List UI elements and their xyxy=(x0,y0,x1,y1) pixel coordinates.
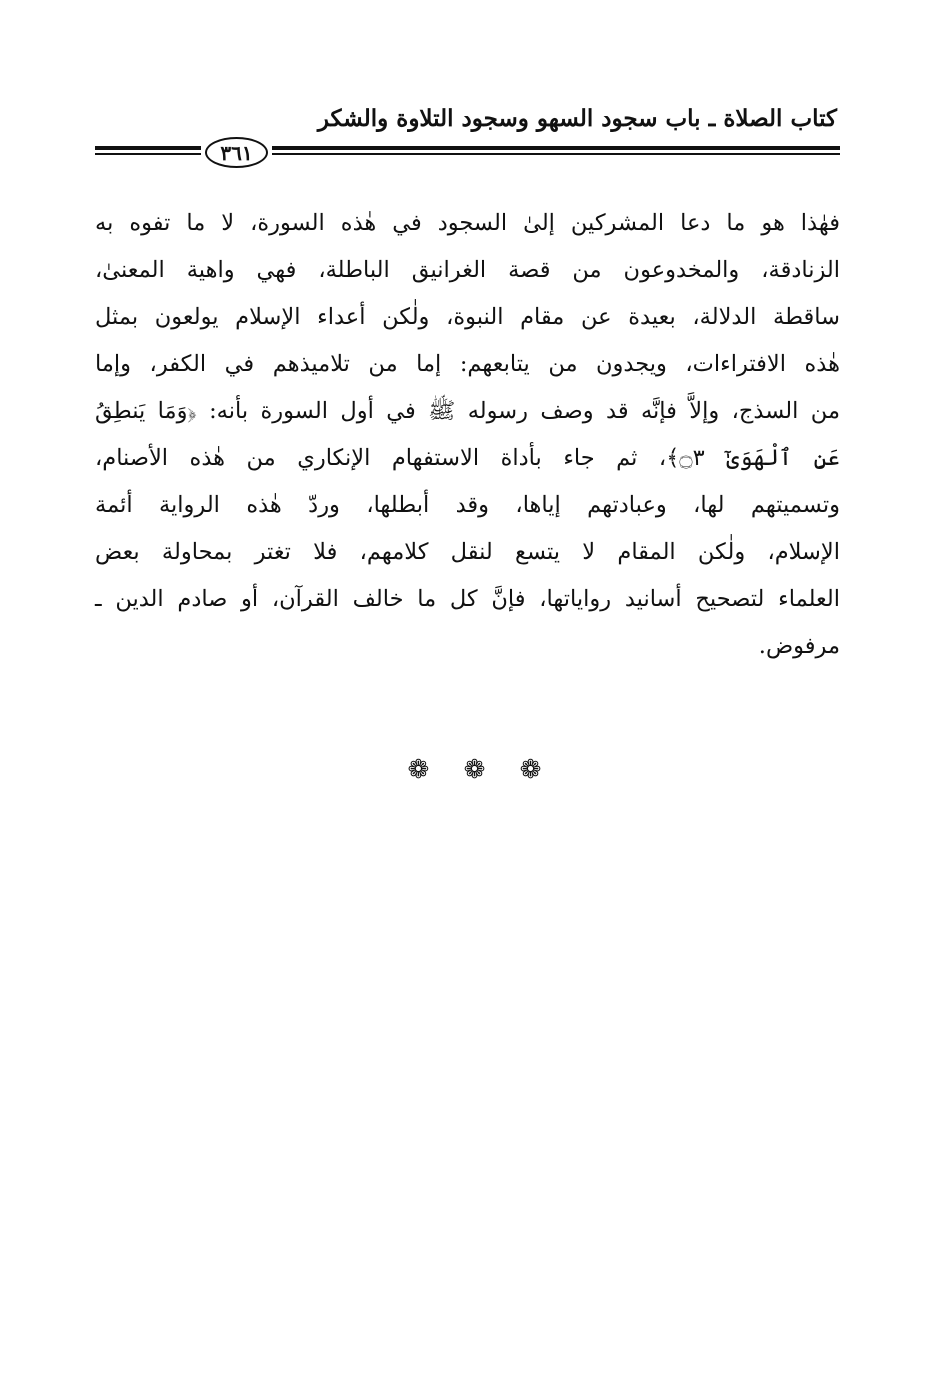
header-rule-left-bottom xyxy=(95,153,201,155)
text-line: عَنِ ٱلْهَوَىٰٓ ۝٣﴾، ثم جاء بأداة الاستفهام الإنكاري من هٰذه الأصنام، xyxy=(95,445,840,471)
text-line: هٰذه الافتراءات، ويجدون من يتابعهم: إما من تلاميذهم في الكفر، وإما xyxy=(95,351,840,377)
header-rule-left-top xyxy=(95,146,201,150)
text-line: الزنادقة، والمخدوعون من قصة الغرانيق الباطلة، فهي واهية المعنىٰ، xyxy=(95,257,840,283)
text-line: الإسلام، ولٰكن المقام لا يتسع لنقل كلامهم، فلا تغتر بمحاولة بعض xyxy=(95,539,840,565)
section-separator xyxy=(0,750,949,790)
text-line: من السذج، وإلاَّ فإنَّه قد وصف رسوله ﷺ في أول السورة بأنه: ﴿وَمَا يَنطِقُ xyxy=(95,398,840,424)
page-number-frame xyxy=(205,137,268,168)
page-number: ٣٦١ xyxy=(220,140,253,165)
text-line: وتسميتهم لها، وعبادتهم إياها، وقد أبطلها، وردّ هٰذه الرواية أئمة xyxy=(95,492,840,518)
asterism-flower-icon: ❁ xyxy=(519,755,542,785)
asterism-flower-icon: ❁ xyxy=(463,755,486,785)
body-paragraph xyxy=(95,200,840,670)
asterism-flower-icon: ❁ xyxy=(407,755,430,785)
text-line: ساقطة الدلالة، بعيدة عن مقام النبوة، ولٰكن أعداء الإسلام يولعون بمثل xyxy=(95,304,840,330)
text-line: فهٰذا هو ما دعا المشركين إلىٰ السجود في هٰذه السورة، لا ما تفوه به xyxy=(95,210,840,236)
running-header-title: كتاب الصلاة ـ باب سجود السهو وسجود التلاوة والشكر xyxy=(317,105,837,132)
header-rule-right-bottom xyxy=(272,153,840,155)
header-rule-right-top xyxy=(272,146,840,150)
text-line: العلماء لتصحيح أسانيد رواياتها، فإنَّ كل ما خالف القرآن، أو صادم الدين ـ xyxy=(95,586,840,612)
text-line: مرفوض. xyxy=(758,633,840,659)
